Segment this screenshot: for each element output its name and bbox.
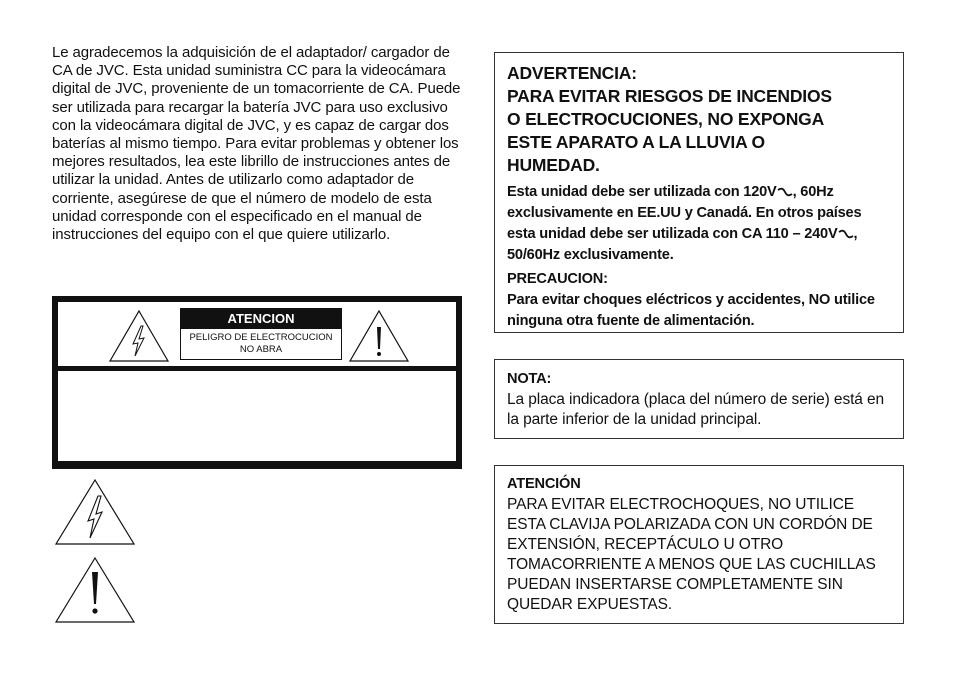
atencion-title: ATENCIÓN: [507, 476, 581, 492]
power-spec-part-a: Esta unidad debe ser utilizada con 120V: [507, 184, 777, 200]
precaucion-text: Para evitar choques eléctricos y accidentes, NO utilice ninguna otra fuente de alimentación.: [507, 292, 875, 329]
atencion-text: PARA EVITAR ELECTROCHOQUES, NO UTILICE ESTA CLAVIJA POLARIZADA CON UN CORDÓN DE EXTENSIÓN, RECEPTÁCULO U OTRO TOMACORRIENTE A MENOS QUE LAS CUCHILLAS PUEDAN INSERTARSE COMPLETAMENTE SIN QUEDAR EXPUESTAS.: [507, 496, 876, 613]
advertencia-title: ADVERTENCIA:: [507, 63, 637, 83]
nota-text: La placa indicadora (placa del número de serie) está en la parte inferior de la unidad principal.: [507, 391, 885, 428]
ac-wave-icon: [838, 229, 854, 239]
lightning-triangle-icon: [108, 309, 170, 363]
advertencia-line1: PARA EVITAR RIESGOS DE INCENDIOS: [507, 86, 832, 106]
advertencia-line4: HUMEDAD.: [507, 155, 600, 175]
precaucion-block: [507, 269, 891, 332]
caution-label-title: ATENCION: [181, 309, 341, 329]
intro-paragraph: Le agradecemos la adquisición de el adaptador/ cargador de CA de JVC. Esta unidad suministra CC para la videocámara digital de JVC, proveniente de un tomacorriente de CA. Puede ser utilizada para recargar la batería JVC para uso exclusivo con la videocámara digital de JVC, y es capaz de cargar dos baterías al mismo tiempo. Para evitar problemas y obtener los mejores resultados, lea este librillo de instrucciones antes de utilizar la unidad. Antes de utilizarlo como adaptador de corriente, asegúrese de que el número de modelo de esta unidad corresponde con el especificado en el manual de instrucciones del equipo con el que quiere utilizarlo.: [52, 44, 461, 244]
lightning-triangle-icon: [54, 478, 136, 546]
power-spec-part-c: , 50/60Hz exclusivamente.: [507, 226, 858, 263]
caution-label-panel: [52, 296, 462, 469]
advertencia-line2: O ELECTROCUCIONES, NO EXPONGA: [507, 109, 825, 129]
caution-label-box: [180, 308, 342, 360]
exclamation-triangle-icon: [54, 556, 136, 624]
caution-label-text: [181, 329, 341, 356]
nota-title: NOTA:: [507, 371, 552, 387]
ac-wave-icon: [777, 187, 793, 197]
caution-label-line1: PELIGRO DE ELECTROCUCION: [189, 332, 333, 343]
caution-label-top: [58, 302, 456, 366]
power-spec-text: [507, 182, 891, 266]
precaucion-title: PRECAUCION:: [507, 271, 608, 287]
caution-label-line2: NO ABRA: [239, 344, 283, 355]
nota-box: [494, 359, 904, 439]
power-spec-part-b: , 60Hz exclusivamente en EE.UU y Canadá. En otros países esta unidad debe ser utilizada con CA 110 – 240V: [507, 184, 862, 242]
exclamation-triangle-icon: [348, 309, 410, 363]
advertencia-line3: ESTE APARATO A LA LLUVIA O: [507, 132, 765, 152]
caution-label-blank-area: [58, 371, 456, 461]
atencion-box: [494, 465, 904, 624]
advertencia-box: [494, 52, 904, 333]
